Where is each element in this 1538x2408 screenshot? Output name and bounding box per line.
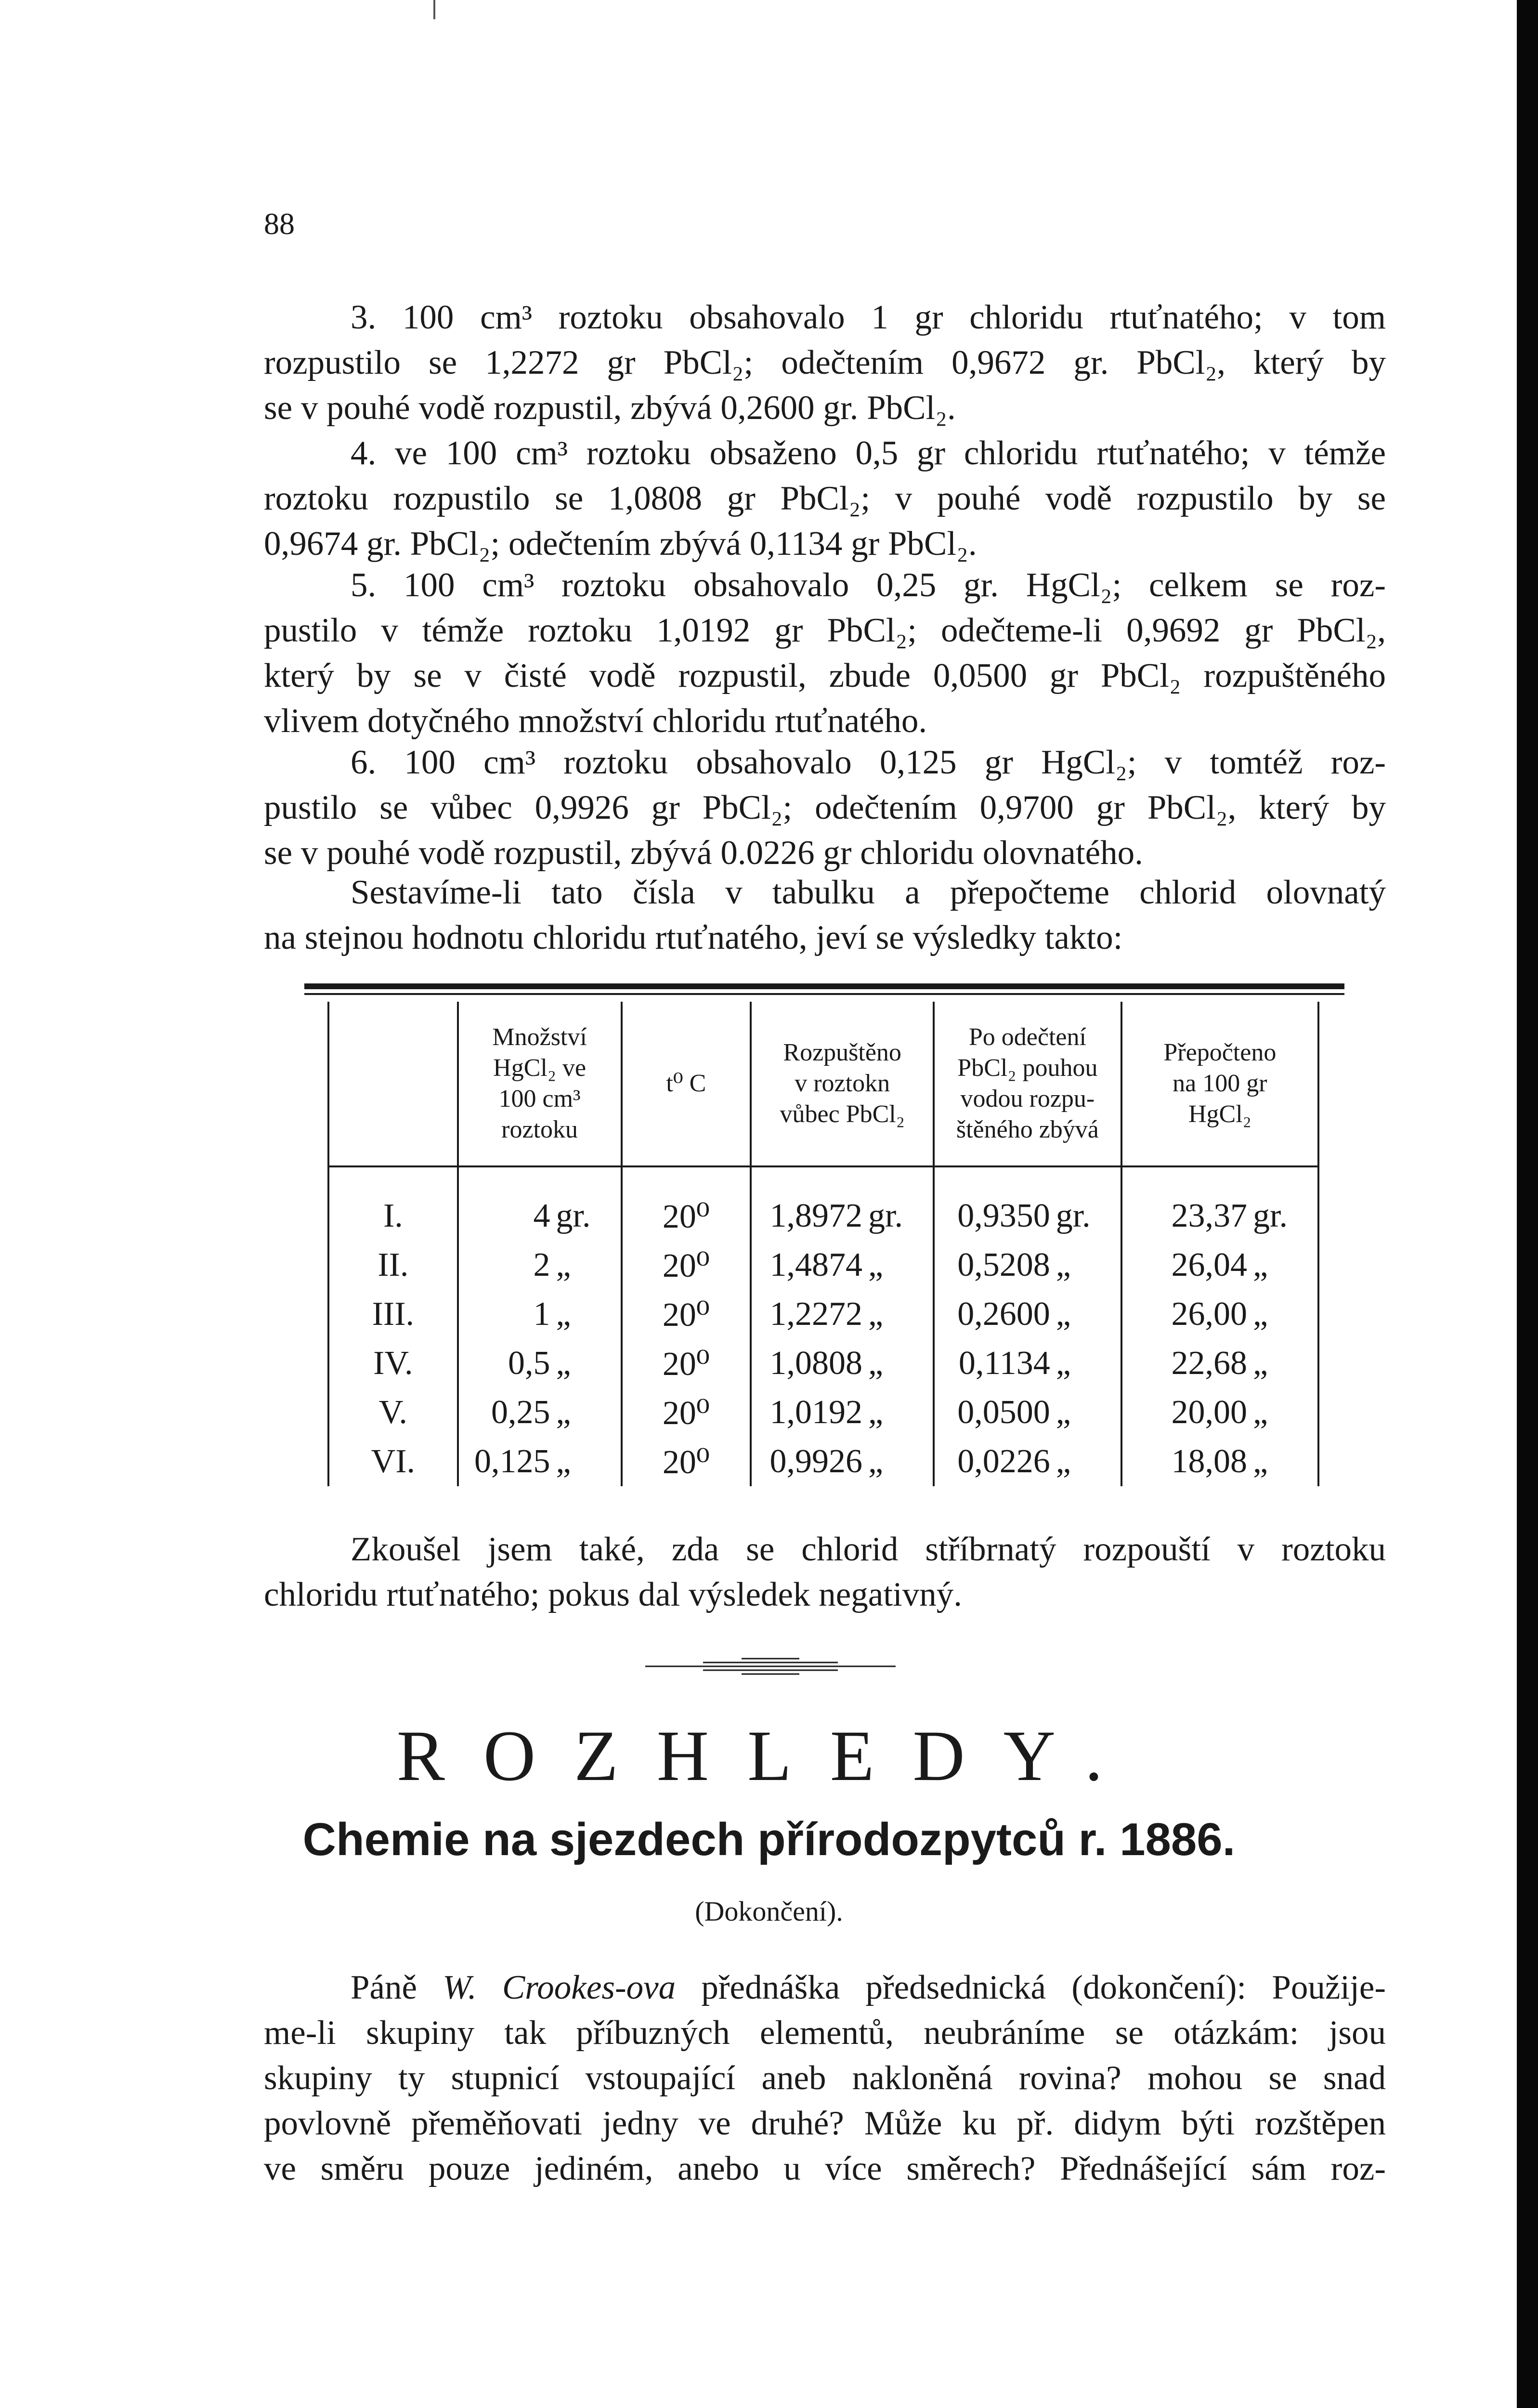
cell-dissolved xyxy=(751,1339,934,1388)
text-line: pustilo se vůbec 0,9926 gr PbCl₂; odečtením 0,9700 gr PbCl₂, který by xyxy=(264,789,1386,826)
cell-dissolved-unit: „ xyxy=(868,1246,884,1283)
cell-remaining-value: 0,1134 xyxy=(958,1345,1050,1382)
cell-remaining xyxy=(934,1437,1121,1486)
cell-temperature xyxy=(622,1241,751,1290)
cell-amount-value: 0,125 xyxy=(474,1443,550,1480)
row-index-value: III. xyxy=(372,1296,415,1333)
cell-recalculated xyxy=(1121,1388,1318,1437)
cell-recalculated-value: 22,68 xyxy=(1171,1345,1247,1382)
row-index xyxy=(328,1241,458,1290)
cell-remaining-unit: „ xyxy=(1056,1296,1071,1333)
text-line: roztoku rozpustilo se 1,0808 gr PbCl₂; v pouhé vodě rozpustilo by se xyxy=(264,480,1386,517)
cell-temperature-value: 20⁰ xyxy=(662,1394,710,1432)
text-line: 4. ve 100 cm³ roztoku obsaženo 0,5 gr chloridu rtuťnatého; v témže xyxy=(351,434,1386,472)
cell-amount xyxy=(458,1388,622,1437)
text-line: me-li skupiny tak příbuzných elementů, neubráníme se otázkám: jsou xyxy=(264,2014,1386,2052)
text-line: na stejnou hodnotu chloridu rtuťnatého, jeví se výsledky takto: xyxy=(264,919,1123,956)
cell-remaining-unit: „ xyxy=(1056,1394,1071,1431)
page-number: 88 xyxy=(264,207,295,241)
table-row xyxy=(328,1339,1318,1388)
cell-temperature xyxy=(622,1388,751,1437)
cell-dissolved-value: 1,8972 xyxy=(769,1197,863,1234)
cell-amount-unit: „ xyxy=(556,1296,571,1333)
section-divider xyxy=(645,1657,896,1676)
paragraph-4 xyxy=(264,431,1386,566)
text-line: 6. 100 cm³ roztoku obsahovalo 0,125 gr HgCl₂; v tomtéž roz- xyxy=(351,744,1386,781)
table-row xyxy=(328,1290,1318,1339)
cell-dissolved-unit: „ xyxy=(868,1443,884,1480)
continuation-note: (Dokončení). xyxy=(695,1896,843,1927)
text-line: 5. 100 cm³ roztoku obsahovalo 0,25 gr. HgCl₂; celkem se roz- xyxy=(351,566,1386,604)
cell-remaining xyxy=(934,1339,1121,1388)
text-line: se v pouhé vodě rozpustil, zbývá 0.0226 gr chloridu olovnatého. xyxy=(264,834,1143,872)
cell-amount-value: 0,25 xyxy=(491,1394,550,1431)
cell-recalculated-unit: „ xyxy=(1253,1246,1268,1283)
row-index-value: IV. xyxy=(373,1345,413,1382)
table-row xyxy=(328,1241,1318,1290)
cell-dissolved xyxy=(751,1290,934,1339)
cell-recalculated-value: 26,04 xyxy=(1171,1246,1247,1283)
cell-amount-value: 0,5 xyxy=(508,1345,550,1382)
text-line: rozpustilo se 1,2272 gr PbCl₂; odečtením 0,9672 gr. PbCl₂, který by xyxy=(264,344,1386,381)
cell-amount-value: 1 xyxy=(533,1296,550,1333)
cell-amount-unit: „ xyxy=(556,1394,571,1431)
cell-remaining-value: 0,2600 xyxy=(957,1296,1050,1333)
cell-temperature xyxy=(622,1437,751,1486)
text-line: skupiny ty stupnicí vstoupající aneb nakloněná rovina? mohou se snad xyxy=(264,2059,1386,2097)
row-index xyxy=(328,1339,458,1388)
cell-remaining-unit: „ xyxy=(1056,1246,1071,1283)
cell-remaining-unit: gr. xyxy=(1056,1197,1091,1234)
paragraph-6 xyxy=(264,740,1386,876)
cell-recalculated-unit: „ xyxy=(1253,1394,1268,1431)
cell-amount-value: 4 xyxy=(533,1197,550,1234)
row-index xyxy=(328,1388,458,1437)
cell-amount-unit: gr. xyxy=(556,1197,591,1234)
cell-amount-unit: „ xyxy=(556,1345,571,1382)
cell-amount xyxy=(458,1437,622,1486)
text-line: povlovně přeměňovati jedny ve druhé? Může ku př. didym býti rozštěpen xyxy=(264,2105,1386,2142)
cell-remaining-value: 0,5208 xyxy=(957,1246,1050,1283)
cell-recalculated-unit: „ xyxy=(1253,1345,1268,1382)
row-index-value: V. xyxy=(378,1394,407,1431)
paragraph-3 xyxy=(264,295,1386,431)
text-prefix: Páně xyxy=(351,1969,443,2006)
row-index xyxy=(328,1437,458,1486)
table-spacer xyxy=(328,1166,1318,1191)
cell-dissolved-unit: gr. xyxy=(868,1197,903,1234)
header-dissolved: Rozpuštěno v roztokn vůbec PbCl₂ xyxy=(751,1002,934,1166)
text-line: vlivem dotyčného množství chloridu rtuťnatého. xyxy=(264,702,927,740)
row-index-value: VI. xyxy=(371,1443,416,1480)
cell-remaining xyxy=(934,1388,1121,1437)
cell-recalculated-unit: „ xyxy=(1253,1296,1268,1333)
cell-temperature xyxy=(622,1339,751,1388)
header-recalculated: Přepočteno na 100 gr HgCl₂ xyxy=(1121,1002,1318,1166)
cell-dissolved-unit: „ xyxy=(868,1394,884,1431)
cell-recalculated xyxy=(1121,1241,1318,1290)
cell-remaining-unit: „ xyxy=(1056,1443,1071,1480)
cell-remaining-value: 0,9350 xyxy=(957,1197,1050,1234)
cell-recalculated xyxy=(1121,1339,1318,1388)
text-line: Zkoušel jsem také, zda se chlorid stříbrnatý rozpouští v roztoku xyxy=(351,1531,1386,1568)
section-title: ROZHLEDY. xyxy=(396,1716,1142,1796)
cell-remaining xyxy=(934,1290,1121,1339)
table-header-row xyxy=(328,1002,1318,1166)
cell-temperature-value: 20⁰ xyxy=(662,1198,710,1235)
row-index-value: II. xyxy=(378,1246,409,1283)
row-index xyxy=(328,1290,458,1339)
cell-recalculated xyxy=(1121,1290,1318,1339)
cell-dissolved-value: 1,0192 xyxy=(769,1394,863,1431)
cell-temperature xyxy=(622,1290,751,1339)
text-line: chloridu rtuťnatého; pokus dal výsledek negativný. xyxy=(264,1576,963,1613)
author-name: W. Crookes-ova xyxy=(443,1969,676,2006)
text-line: 0,9674 gr. PbCl₂; odečtením zbývá 0,1134 gr PbCl₂. xyxy=(264,525,977,563)
results-table xyxy=(327,1002,1319,1486)
table-row xyxy=(328,1388,1318,1437)
cell-temperature-value: 20⁰ xyxy=(662,1345,710,1383)
cell-dissolved xyxy=(751,1191,934,1241)
cell-recalculated xyxy=(1121,1437,1318,1486)
cell-temperature-value: 20⁰ xyxy=(662,1247,710,1284)
cell-dissolved xyxy=(751,1388,934,1437)
header-index xyxy=(328,1002,458,1166)
cell-remaining xyxy=(934,1191,1121,1241)
cell-dissolved-unit: „ xyxy=(868,1296,884,1333)
cell-amount xyxy=(458,1191,622,1241)
cell-remaining-value: 0,0500 xyxy=(957,1394,1050,1431)
cell-remaining-value: 0,0226 xyxy=(957,1443,1050,1480)
text-line: ve směru pouze jediném, anebo u více směrech? Přednášející sám roz- xyxy=(264,2150,1386,2187)
table-rule xyxy=(304,993,1344,995)
text-rest: přednáška předsednická (dokončení): Použije- xyxy=(676,1969,1386,2006)
text-line: Sestavíme-li tato čísla v tabulku a přepočteme chlorid olovnatý xyxy=(351,874,1386,911)
text-line: pustilo v témže roztoku 1,0192 gr PbCl₂; odečteme-li 0,9692 gr PbCl₂, xyxy=(264,612,1386,649)
cell-remaining xyxy=(934,1241,1121,1290)
cell-dissolved-value: 1,2272 xyxy=(769,1296,863,1333)
paragraph-7 xyxy=(264,870,1386,960)
table-row xyxy=(328,1437,1318,1486)
row-index-value: I. xyxy=(383,1197,403,1234)
cell-temperature xyxy=(622,1191,751,1241)
cell-temperature-value: 20⁰ xyxy=(662,1296,710,1334)
section-subtitle: Chemie na sjezdech přírodozpytců r. 1886. xyxy=(302,1814,1236,1865)
final-paragraph xyxy=(264,1965,1386,2191)
header-remaining: Po odečtení PbCl₂ pouhou vodou rozpu- štěného zbývá xyxy=(934,1002,1121,1166)
cell-dissolved xyxy=(751,1241,934,1290)
cell-amount xyxy=(458,1339,622,1388)
cell-dissolved-value: 0,9926 xyxy=(769,1443,863,1480)
paragraph-5 xyxy=(264,563,1386,744)
cell-dissolved-value: 1,0808 xyxy=(769,1345,863,1382)
text-line: 3. 100 cm³ roztoku obsahovalo 1 gr chloridu rtuťnatého; v tom xyxy=(351,299,1386,336)
cell-dissolved-value: 1,4874 xyxy=(769,1246,863,1283)
cell-amount-unit: „ xyxy=(556,1246,571,1283)
row-index xyxy=(328,1191,458,1241)
cell-recalculated-unit: „ xyxy=(1253,1443,1268,1480)
header-amount: Množství HgCl₂ ve 100 cm³ roztoku xyxy=(458,1002,622,1166)
cell-recalculated-value: 26,00 xyxy=(1171,1296,1247,1333)
cell-recalculated-value: 20,00 xyxy=(1171,1394,1247,1431)
cell-remaining-unit: „ xyxy=(1056,1345,1071,1382)
cell-dissolved xyxy=(751,1437,934,1486)
cell-recalculated xyxy=(1121,1191,1318,1241)
cell-recalculated-value: 18,08 xyxy=(1171,1443,1247,1480)
cell-temperature-value: 20⁰ xyxy=(662,1443,710,1481)
cell-recalculated-value: 23,37 xyxy=(1171,1197,1247,1234)
header-temperature: t⁰ C xyxy=(622,1002,751,1166)
cell-amount xyxy=(458,1241,622,1290)
text-line: se v pouhé vodě rozpustil, zbývá 0,2600 gr. PbCl₂. xyxy=(264,389,956,427)
cell-amount xyxy=(458,1290,622,1339)
text-line: který by se v čisté vodě rozpustil, zbude 0,0500 gr PbCl₂ rozpuštěného xyxy=(264,657,1386,694)
text-line xyxy=(264,1965,1386,2010)
paragraph-8 xyxy=(264,1527,1386,1617)
cell-dissolved-unit: „ xyxy=(868,1345,884,1382)
cell-amount-value: 2 xyxy=(533,1246,550,1283)
table-row xyxy=(328,1191,1318,1241)
table-rule xyxy=(304,983,1344,989)
cell-amount-unit: „ xyxy=(556,1443,571,1480)
cell-recalculated-unit: gr. xyxy=(1253,1197,1288,1234)
